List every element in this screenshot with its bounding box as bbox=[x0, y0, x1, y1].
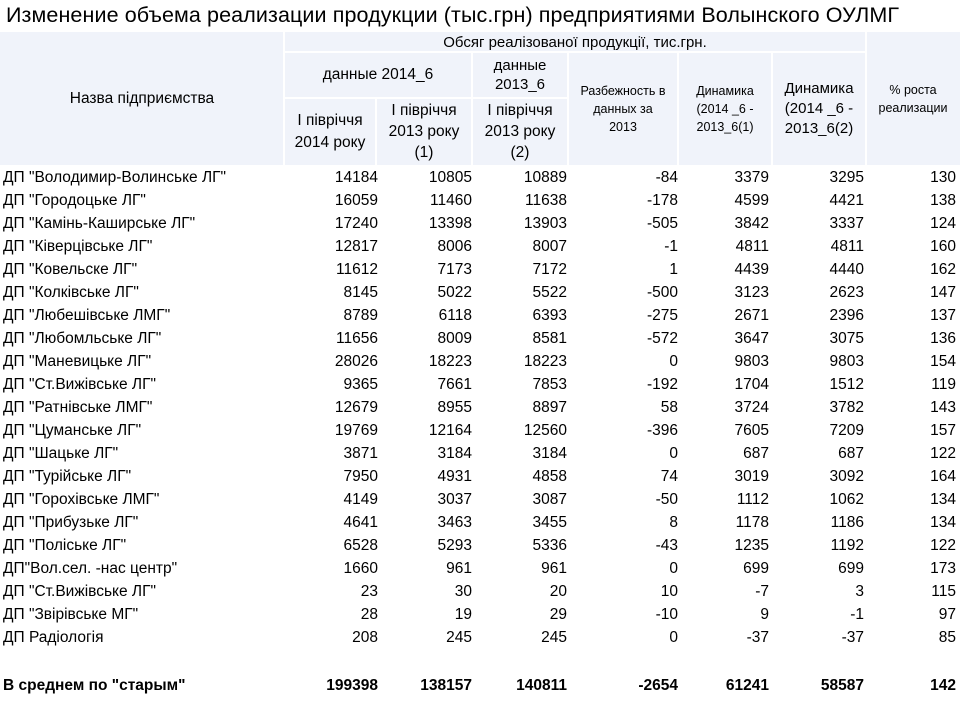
total-pct: 142 bbox=[930, 677, 956, 694]
header-diff-line1: Разбежность в bbox=[580, 83, 666, 98]
row-v2014: 14184 bbox=[334, 169, 378, 186]
table-row bbox=[0, 258, 960, 281]
table-row bbox=[0, 626, 960, 649]
row-v2014: 28 bbox=[360, 606, 378, 623]
row-v2013b: 18223 bbox=[523, 353, 567, 370]
header-divider bbox=[284, 97, 568, 99]
row-v2013a: 4931 bbox=[437, 468, 472, 485]
table-row bbox=[0, 166, 960, 189]
header-data-2014-label: данные 2014_6 bbox=[322, 66, 434, 83]
header-dyn2 bbox=[772, 52, 866, 165]
row-pct: 119 bbox=[931, 376, 956, 393]
row-v2014: 7950 bbox=[343, 468, 378, 485]
row-v2013b: 245 bbox=[541, 629, 567, 646]
row-dyn1: 3019 bbox=[734, 468, 769, 485]
row-v2013b: 3184 bbox=[532, 445, 567, 462]
row-pct: 143 bbox=[930, 399, 956, 416]
row-diff: 1 bbox=[669, 261, 678, 278]
header-divider bbox=[567, 52, 569, 165]
row-dyn2: 2396 bbox=[829, 307, 864, 324]
total-dyn2: 58587 bbox=[820, 677, 864, 694]
total-name: В среднем по "старым" bbox=[3, 677, 186, 694]
row-v2013a: 7661 bbox=[437, 376, 472, 393]
row-v2013a: 3037 bbox=[437, 491, 472, 508]
row-v2014: 17240 bbox=[334, 215, 378, 232]
table-row bbox=[0, 419, 960, 442]
header-diff-line3: 2013 bbox=[609, 119, 637, 134]
row-v2013b: 8007 bbox=[532, 238, 567, 255]
total-v2013b: 140811 bbox=[516, 677, 567, 694]
row-diff: -275 bbox=[646, 307, 678, 324]
header-h1-2014 bbox=[284, 98, 376, 165]
row-dyn1: 4439 bbox=[734, 261, 769, 278]
row-dyn1: 4811 bbox=[735, 238, 769, 255]
row-v2013b: 4858 bbox=[532, 468, 567, 485]
row-diff: 8 bbox=[669, 514, 678, 531]
row-pct: 122 bbox=[930, 537, 956, 554]
row-name: ДП "Ківерцівське ЛГ" bbox=[3, 238, 153, 255]
row-dyn2: 3092 bbox=[829, 468, 864, 485]
row-dyn1: 3123 bbox=[734, 284, 769, 301]
data-table bbox=[0, 166, 960, 649]
row-diff: 0 bbox=[669, 629, 678, 646]
row-pct: 136 bbox=[930, 330, 956, 347]
row-dyn1: 3379 bbox=[734, 169, 769, 186]
header-data-2013-line2: 2013_6 bbox=[494, 76, 546, 93]
row-v2013a: 13398 bbox=[428, 215, 472, 232]
row-pct: 137 bbox=[930, 307, 956, 324]
row-v2014: 4149 bbox=[343, 491, 378, 508]
header-divider bbox=[284, 51, 866, 53]
row-dyn2: 3 bbox=[855, 583, 864, 600]
header-divider bbox=[771, 52, 773, 165]
row-dyn1: 3842 bbox=[734, 215, 769, 232]
row-v2013a: 5293 bbox=[437, 537, 472, 554]
row-dyn1: 9803 bbox=[734, 353, 769, 370]
row-diff: -84 bbox=[655, 169, 678, 186]
row-v2014: 4641 bbox=[343, 514, 378, 531]
header-name-column bbox=[0, 32, 284, 165]
row-v2013b: 8897 bbox=[532, 399, 567, 416]
row-dyn1: 3647 bbox=[734, 330, 769, 347]
row-dyn1: -37 bbox=[746, 629, 769, 646]
row-pct: 162 bbox=[930, 261, 956, 278]
row-pct: 97 bbox=[938, 606, 956, 623]
table-row bbox=[0, 281, 960, 304]
row-dyn2: 2623 bbox=[829, 284, 864, 301]
row-v2013b: 6393 bbox=[532, 307, 567, 324]
row-dyn2: 3075 bbox=[829, 330, 864, 347]
row-dyn2: 1186 bbox=[830, 514, 864, 531]
header-dyn1 bbox=[678, 52, 772, 165]
row-name: ДП "Горохівське ЛМГ" bbox=[3, 491, 160, 508]
total-dyn1: 61241 bbox=[725, 677, 769, 694]
row-dyn2: 4421 bbox=[829, 192, 864, 209]
header-data-2013-line1: данные bbox=[493, 57, 547, 74]
table-row bbox=[0, 511, 960, 534]
row-v2013a: 961 bbox=[446, 560, 472, 577]
row-pct: 154 bbox=[930, 353, 956, 370]
row-dyn2: 1062 bbox=[829, 491, 864, 508]
row-v2013b: 7172 bbox=[532, 261, 567, 278]
header-pct-line1: % роста bbox=[889, 82, 937, 97]
row-v2013b: 10889 bbox=[523, 169, 567, 186]
row-v2014: 3871 bbox=[343, 445, 378, 462]
row-v2014: 8789 bbox=[343, 307, 378, 324]
row-v2014: 8145 bbox=[343, 284, 378, 301]
table-row bbox=[0, 304, 960, 327]
row-v2014: 6528 bbox=[343, 537, 378, 554]
table-row bbox=[0, 534, 960, 557]
row-name: ДП "Турійське ЛГ" bbox=[3, 468, 132, 485]
row-v2013a: 6118 bbox=[438, 307, 472, 324]
table-row bbox=[0, 189, 960, 212]
table-row bbox=[0, 396, 960, 419]
total-row bbox=[0, 674, 960, 698]
row-dyn2: 4811 bbox=[830, 238, 864, 255]
row-v2013b: 961 bbox=[541, 560, 567, 577]
row-diff: -505 bbox=[646, 215, 678, 232]
header-pct-line2: реализации bbox=[878, 100, 948, 115]
header-h1-2013-2 bbox=[472, 98, 568, 165]
row-dyn2: 3782 bbox=[829, 399, 864, 416]
row-dyn2: 4440 bbox=[829, 261, 864, 278]
row-v2013b: 3455 bbox=[532, 514, 567, 531]
row-v2014: 11656 bbox=[336, 330, 378, 347]
row-name: ДП "Маневицьке ЛГ" bbox=[3, 353, 152, 370]
row-dyn1: 9 bbox=[760, 606, 769, 623]
row-v2014: 16059 bbox=[334, 192, 378, 209]
row-dyn2: 687 bbox=[838, 445, 864, 462]
header-h1-2013-2-line3: (2) bbox=[510, 144, 530, 161]
row-dyn2: 3337 bbox=[829, 215, 864, 232]
row-v2013a: 30 bbox=[454, 583, 472, 600]
row-dyn1: 1235 bbox=[734, 537, 769, 554]
row-pct: 134 bbox=[930, 491, 956, 508]
row-diff: -500 bbox=[646, 284, 678, 301]
row-v2013a: 10805 bbox=[428, 169, 472, 186]
row-diff: 0 bbox=[669, 560, 678, 577]
table-row bbox=[0, 327, 960, 350]
row-dyn2: -1 bbox=[850, 606, 864, 623]
row-v2013a: 18223 bbox=[428, 353, 472, 370]
row-v2013b: 5522 bbox=[532, 284, 567, 301]
row-pct: 147 bbox=[930, 284, 956, 301]
page-title: Изменение объема реализации продукции (тыс.грн) предприятиями Волынского ОУЛМГ bbox=[6, 3, 900, 27]
header-name-label: Назва підприємства bbox=[69, 89, 215, 107]
row-v2013b: 13903 bbox=[523, 215, 567, 232]
row-dyn1: 4599 bbox=[734, 192, 769, 209]
header-dyn2-line1: Динамика bbox=[784, 79, 854, 97]
header-divider bbox=[375, 98, 377, 165]
row-v2014: 12679 bbox=[334, 399, 378, 416]
row-pct: 134 bbox=[930, 514, 956, 531]
header-diff bbox=[568, 52, 678, 165]
row-pct: 160 bbox=[930, 238, 956, 255]
row-v2013b: 20 bbox=[549, 583, 567, 600]
row-dyn1: -7 bbox=[755, 583, 769, 600]
table-row bbox=[0, 488, 960, 511]
header-h1-2013-1 bbox=[376, 98, 472, 165]
row-name: ДП "Поліське ЛГ" bbox=[3, 537, 127, 554]
total-diff: -2654 bbox=[638, 677, 678, 694]
row-v2013b: 11638 bbox=[525, 192, 567, 209]
row-name: ДП "Любешівське ЛМГ" bbox=[3, 307, 171, 324]
row-name: ДП "Ст.Вижівське ЛГ" bbox=[3, 583, 156, 600]
row-dyn2: -37 bbox=[841, 629, 864, 646]
header-divider bbox=[677, 52, 679, 165]
total-v2014: 199398 bbox=[326, 677, 378, 694]
row-diff: -50 bbox=[655, 491, 678, 508]
row-name: ДП "Звірівське МГ" bbox=[3, 606, 139, 623]
header-dyn1-line3: 2013_6(1) bbox=[696, 119, 754, 134]
row-pct: 164 bbox=[930, 468, 956, 485]
row-diff: -1 bbox=[664, 238, 678, 255]
row-dyn1: 2671 bbox=[734, 307, 769, 324]
row-dyn1: 687 bbox=[743, 445, 769, 462]
header-diff-line2: данных за bbox=[593, 101, 653, 116]
header-data-2013 bbox=[472, 52, 568, 98]
row-v2014: 1660 bbox=[343, 560, 378, 577]
row-dyn2: 1192 bbox=[830, 537, 864, 554]
header-pct bbox=[866, 32, 960, 165]
row-v2013a: 19 bbox=[454, 606, 472, 623]
row-v2013a: 3184 bbox=[437, 445, 472, 462]
row-diff: -178 bbox=[646, 192, 678, 209]
header-h1-2013-2-line1: І півріччя bbox=[487, 102, 553, 119]
header-divider bbox=[471, 52, 473, 165]
row-v2014: 9365 bbox=[343, 376, 378, 393]
row-v2013a: 11460 bbox=[430, 192, 472, 209]
table-row bbox=[0, 603, 960, 626]
header-dyn1-line2: (2014 _6 - bbox=[696, 101, 754, 116]
row-v2013b: 5336 bbox=[532, 537, 567, 554]
row-v2013a: 3463 bbox=[437, 514, 472, 531]
header-data-2014 bbox=[284, 52, 472, 98]
row-name: ДП "Ратнівське ЛМГ" bbox=[3, 399, 153, 416]
total-v2013a: 138157 bbox=[420, 677, 472, 694]
row-name: ДП "Городоцьке ЛГ" bbox=[3, 192, 146, 209]
row-name: ДП Радіологія bbox=[3, 629, 104, 646]
row-dyn1: 1178 bbox=[735, 514, 769, 531]
row-v2013b: 3087 bbox=[532, 491, 567, 508]
row-name: ДП "Любомльське ЛГ" bbox=[3, 330, 162, 347]
table-row bbox=[0, 580, 960, 603]
header-h1-2013-1-line2: 2013 року bbox=[388, 123, 460, 140]
header-dyn2-line2: (2014 _6 - bbox=[784, 99, 854, 117]
row-name: ДП "Шацьке ЛГ" bbox=[3, 445, 119, 462]
header-group-label: Обсяг реалізованої продукції, тис.грн. bbox=[443, 33, 707, 51]
row-dyn2: 9803 bbox=[829, 353, 864, 370]
table-row bbox=[0, 442, 960, 465]
header-dyn2-line3: 2013_6(2) bbox=[784, 119, 854, 137]
row-diff: 10 bbox=[660, 583, 678, 600]
row-v2013b: 29 bbox=[549, 606, 567, 623]
row-name: ДП "Цуманське ЛГ" bbox=[3, 422, 142, 439]
row-v2013b: 12560 bbox=[523, 422, 567, 439]
row-dyn1: 1112 bbox=[736, 491, 769, 508]
row-name: ДП "Володимир-Волинське ЛГ" bbox=[3, 169, 227, 186]
row-dyn2: 699 bbox=[838, 560, 864, 577]
row-v2013b: 7853 bbox=[532, 376, 567, 393]
row-v2013a: 5022 bbox=[437, 284, 472, 301]
row-dyn1: 1704 bbox=[734, 376, 769, 393]
row-pct: 122 bbox=[930, 445, 956, 462]
row-v2013a: 8955 bbox=[437, 399, 472, 416]
row-diff: 0 bbox=[669, 353, 678, 370]
row-diff: 58 bbox=[660, 399, 678, 416]
row-diff: -192 bbox=[646, 376, 678, 393]
table-row bbox=[0, 557, 960, 580]
row-name: ДП "Ст.Вижівське ЛГ" bbox=[3, 376, 156, 393]
row-diff: 0 bbox=[669, 445, 678, 462]
table-row bbox=[0, 350, 960, 373]
row-diff: -396 bbox=[646, 422, 678, 439]
row-diff: -43 bbox=[655, 537, 678, 554]
row-v2014: 11612 bbox=[336, 261, 378, 278]
header-h1-2014-line2: 2014 року bbox=[294, 133, 366, 151]
row-v2014: 23 bbox=[360, 583, 378, 600]
row-name: ДП "Прибузьке ЛГ" bbox=[3, 514, 139, 531]
row-name: ДП"Вол.сел. -нас центр" bbox=[3, 560, 178, 577]
row-pct: 157 bbox=[930, 422, 956, 439]
row-dyn1: 3724 bbox=[734, 399, 769, 416]
row-dyn2: 3295 bbox=[829, 169, 864, 186]
header-dyn1-line1: Динамика bbox=[696, 83, 754, 98]
table-row bbox=[0, 373, 960, 396]
row-v2013a: 12164 bbox=[428, 422, 472, 439]
row-name: ДП "Колківське ЛГ" bbox=[3, 284, 139, 301]
row-v2013a: 245 bbox=[446, 629, 472, 646]
row-pct: 173 bbox=[930, 560, 956, 577]
row-pct: 138 bbox=[930, 192, 956, 209]
header-h1-2014-line1: І півріччя bbox=[297, 111, 363, 129]
row-name: ДП "Ковельске ЛГ" bbox=[3, 261, 138, 278]
row-v2014: 19769 bbox=[334, 422, 378, 439]
row-dyn1: 7605 bbox=[734, 422, 769, 439]
row-pct: 85 bbox=[938, 629, 956, 646]
row-pct: 115 bbox=[931, 583, 956, 600]
row-dyn2: 1512 bbox=[829, 376, 864, 393]
row-v2013a: 7173 bbox=[437, 261, 472, 278]
table-row bbox=[0, 235, 960, 258]
header-h1-2013-2-line2: 2013 року bbox=[484, 123, 556, 140]
row-pct: 124 bbox=[930, 215, 956, 232]
row-diff: -572 bbox=[646, 330, 678, 347]
header-h1-2013-1-line3: (1) bbox=[414, 144, 434, 161]
row-dyn1: 699 bbox=[743, 560, 769, 577]
header-group bbox=[284, 32, 866, 52]
row-pct: 130 bbox=[930, 169, 956, 186]
row-v2014: 12817 bbox=[334, 238, 378, 255]
row-diff: -10 bbox=[655, 606, 678, 623]
row-v2013a: 8006 bbox=[437, 238, 472, 255]
table-row bbox=[0, 212, 960, 235]
row-diff: 74 bbox=[660, 468, 678, 485]
row-dyn2: 7209 bbox=[829, 422, 864, 439]
header-h1-2013-1-line1: І півріччя bbox=[391, 102, 457, 119]
row-v2014: 208 bbox=[352, 629, 378, 646]
row-v2013a: 8009 bbox=[437, 330, 472, 347]
row-v2013b: 8581 bbox=[532, 330, 567, 347]
row-v2014: 28026 bbox=[334, 353, 378, 370]
row-name: ДП "Камінь-Каширське ЛГ" bbox=[3, 215, 196, 232]
table-row bbox=[0, 465, 960, 488]
